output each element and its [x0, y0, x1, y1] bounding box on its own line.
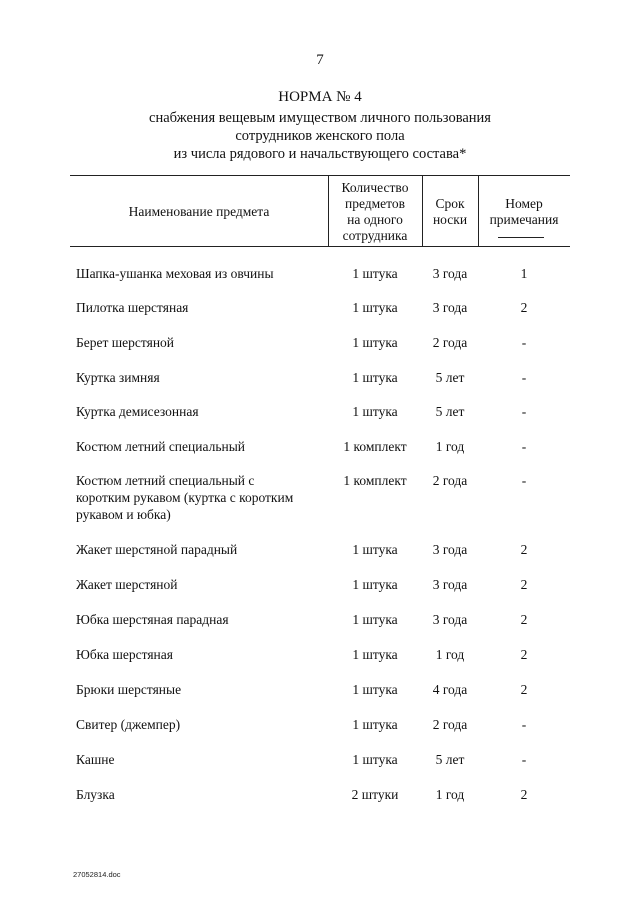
- header-note-line-2: примечания: [489, 212, 559, 227]
- header-quantity-line-2: предметов: [344, 196, 406, 211]
- title-line-2: сотрудников женского пола: [235, 128, 405, 144]
- item-name: Кашне: [76, 752, 115, 767]
- item-quantity: 1 комплект: [343, 439, 407, 454]
- item-name: Свитер (джемпер): [76, 717, 181, 732]
- header-item-name: Наименование предмета: [128, 204, 270, 219]
- page-number: 7: [316, 52, 324, 68]
- item-name: Куртка зимняя: [76, 370, 160, 385]
- item-name: Блузка: [76, 787, 115, 802]
- item-term: 3 года: [432, 266, 468, 281]
- item-term: 1 год: [435, 439, 465, 454]
- item-quantity: 1 штука: [352, 335, 398, 350]
- norm-title: НОРМА № 4: [278, 89, 362, 105]
- item-term: 3 года: [432, 542, 468, 557]
- header-quantity-line-1: Количество: [341, 180, 409, 195]
- item-note: 2: [520, 612, 528, 627]
- item-term: 2 года: [432, 473, 468, 488]
- header-note-number: [478, 196, 570, 228]
- item-name: Куртка демисезонная: [76, 404, 199, 419]
- item-term: 1 год: [435, 787, 465, 802]
- item-term: 5 лет: [435, 752, 465, 767]
- title-line-1: снабжения вещевым имуществом личного пользования: [149, 110, 491, 126]
- item-name: Юбка шерстяная парадная: [76, 612, 229, 627]
- header-term-line-1: Срок: [435, 196, 465, 211]
- item-note: 2: [520, 787, 528, 802]
- item-term: 5 лет: [435, 370, 465, 385]
- header-quantity: [328, 180, 422, 244]
- item-term: 3 года: [432, 612, 468, 627]
- item-term: 3 года: [432, 577, 468, 592]
- item-quantity: 2 штуки: [351, 787, 399, 802]
- item-quantity: 1 штука: [352, 404, 398, 419]
- item-quantity: 1 штука: [352, 370, 398, 385]
- footer-filename: 27052814.doc: [73, 870, 121, 879]
- item-note: 1: [520, 266, 528, 281]
- item-note: 2: [520, 542, 528, 557]
- header-quantity-line-4: сотрудника: [342, 228, 408, 243]
- item-name: Костюм летний специальный: [76, 439, 245, 454]
- item-note: -: [521, 752, 527, 767]
- item-note: -: [521, 404, 527, 419]
- item-quantity: 1 штука: [352, 682, 398, 697]
- item-quantity: 1 штука: [352, 542, 398, 557]
- header-note-line-1: Номер: [505, 196, 543, 211]
- item-note: -: [521, 335, 527, 350]
- item-quantity: 1 комплект: [343, 473, 407, 488]
- item-note: 2: [520, 577, 528, 592]
- item-name: Пилотка шерстяная: [76, 300, 189, 315]
- title-line-3: из числа рядового и начальствующего состава*: [173, 146, 467, 162]
- table-header-bottom-rule: [70, 246, 570, 247]
- item-name: Брюки шерстяные: [76, 682, 182, 697]
- item-quantity: 1 штука: [352, 612, 398, 627]
- document-title-block: [0, 88, 640, 163]
- item-note: -: [521, 439, 527, 454]
- item-note: -: [521, 717, 527, 732]
- item-name-line-2: коротким рукавом (куртка с коротким: [76, 490, 294, 505]
- item-name-line-3: рукавом и юбка): [76, 507, 171, 522]
- item-name: Юбка шерстяная: [76, 647, 173, 662]
- item-note: 2: [520, 300, 528, 315]
- item-name: Жакет шерстяной парадный: [76, 542, 238, 557]
- item-quantity: 1 штука: [352, 300, 398, 315]
- item-name: Жакет шерстяной: [76, 577, 178, 592]
- item-quantity: 1 штука: [352, 717, 398, 732]
- item-name: Берет шерстяной: [76, 335, 175, 350]
- header-quantity-line-3: на одного: [347, 212, 403, 227]
- item-quantity: 1 штука: [352, 577, 398, 592]
- header-term-line-2: носки: [432, 212, 468, 227]
- item-quantity: 1 штука: [352, 647, 398, 662]
- item-quantity: 1 штука: [352, 752, 398, 767]
- table-top-rule: [70, 175, 570, 176]
- item-note: -: [521, 473, 527, 488]
- item-name-multiline: [76, 472, 331, 523]
- header-note-underline: [498, 237, 544, 238]
- item-name-line-1: Костюм летний специальный с: [76, 473, 255, 488]
- item-name: Шапка-ушанка меховая из овчины: [76, 266, 274, 281]
- item-note: 2: [520, 647, 528, 662]
- header-wear-term: [422, 196, 478, 228]
- item-term: 4 года: [432, 682, 468, 697]
- item-term: 2 года: [432, 335, 468, 350]
- item-term: 5 лет: [435, 404, 465, 419]
- item-term: 2 года: [432, 717, 468, 732]
- item-note: -: [521, 370, 527, 385]
- item-term: 1 год: [435, 647, 465, 662]
- item-quantity: 1 штука: [352, 266, 398, 281]
- item-note: 2: [520, 682, 528, 697]
- item-term: 3 года: [432, 300, 468, 315]
